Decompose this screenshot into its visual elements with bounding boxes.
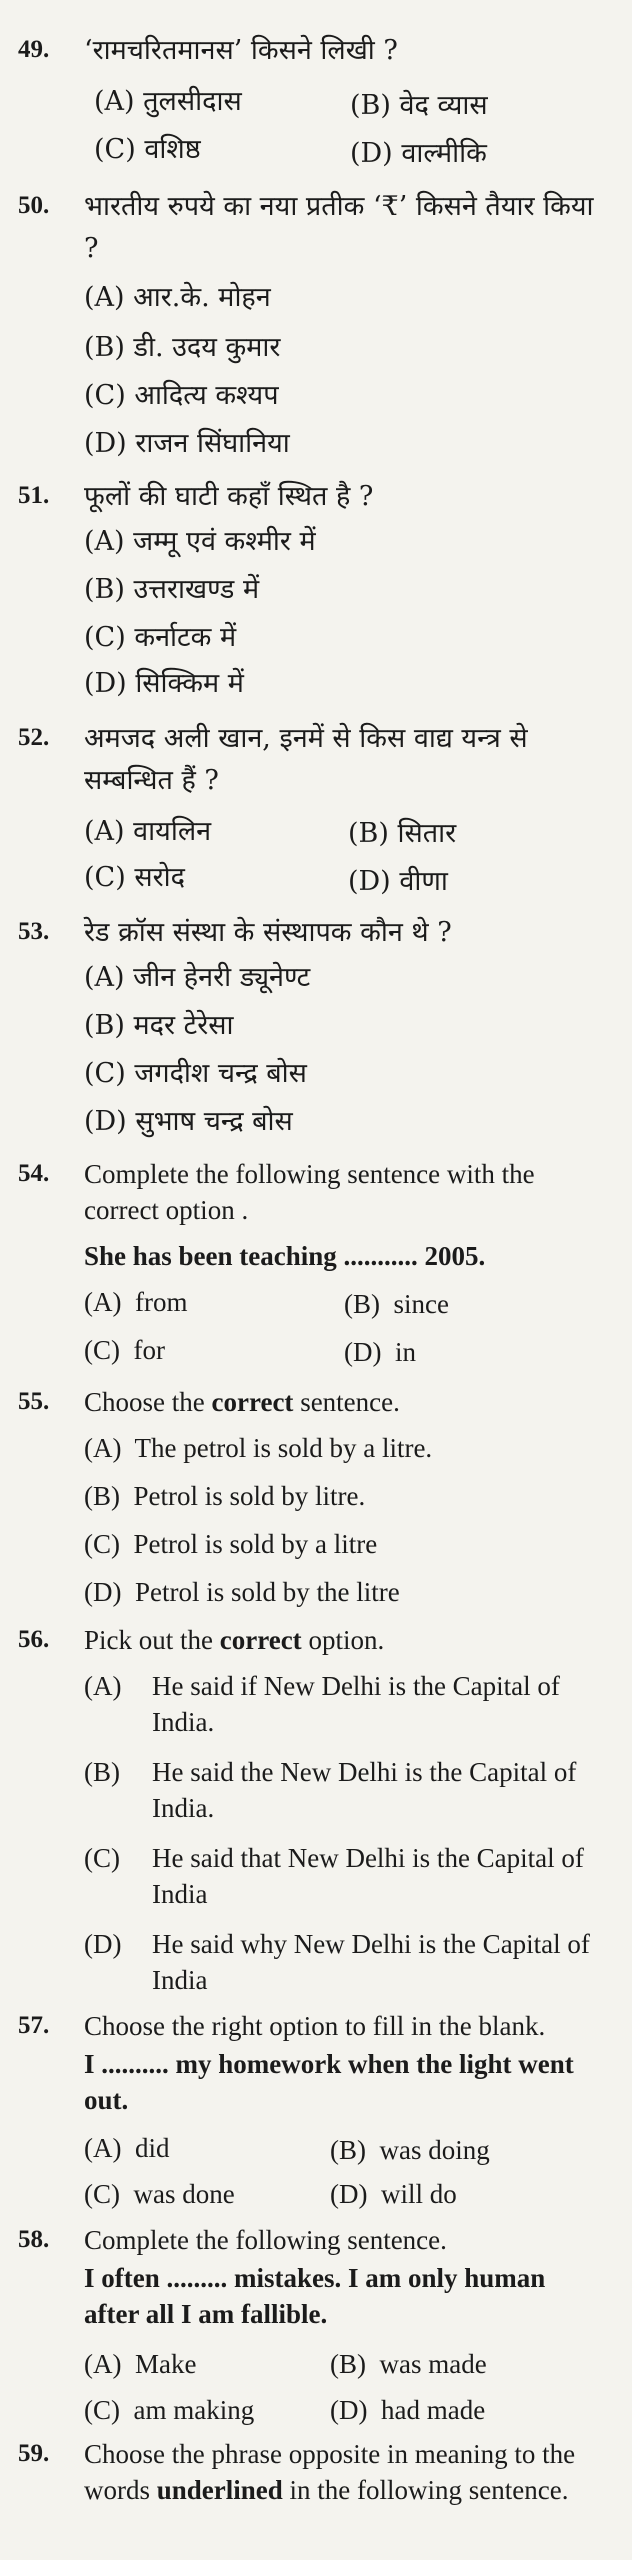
question-number: 59. [18,2440,50,2467]
question-number: 55. [18,1388,50,1415]
question-text: भारतीय रुपये का नया प्रतीक ‘₹’ किसने तैयार किया ? [84,191,594,264]
question-number: 49. [18,36,50,63]
option-d[interactable]: (D) वीणा [348,866,448,897]
option-a[interactable]: (A) from [84,1287,188,1317]
option-c[interactable]: (C) आदित्य कश्यप [84,380,279,411]
question-text: ‘रामचरितमानस’ किसने लिखी ? [84,35,398,66]
option-a[interactable]: (A) जम्मू एवं कश्मीर में [84,526,316,557]
option-d[interactable]: (D) Petrol is sold by the litre [84,1577,400,1607]
question-text: Choose the right option to fill in the blank. [84,2011,546,2041]
option-a[interactable]: (A) वायलिन [84,816,212,847]
sentence-stem: I often ......... mistakes. I am only human after all I am fallible. [84,2263,546,2329]
question-number: 54. [18,1160,50,1187]
question-number: 51. [18,482,50,509]
question-text: Choose the phrase opposite in meaning to the words underlined in the following sentence. [84,2439,576,2505]
option-c[interactable]: (C) जगदीश चन्द्र बोस [84,1058,307,1089]
option-a[interactable]: (A) आर.के. मोहन [84,282,271,313]
option-b[interactable]: (B) सितार [348,818,457,849]
question-number: 50. [18,192,50,219]
question-number: 57. [18,2012,50,2039]
option-c[interactable]: (C) for [84,1335,165,1365]
option-a[interactable]: (A) did [84,2133,170,2163]
option-b[interactable]: (B) मदर टेरेसा [84,1010,234,1041]
question-text: Complete the following sentence. [84,2225,447,2255]
option-d[interactable]: (D) सिक्किम में [84,668,244,699]
option-b[interactable]: (B) was doing [330,2135,490,2165]
option-d[interactable]: (D) had made [330,2395,486,2425]
option-b[interactable]: (B) वेद व्यास [350,90,488,121]
question-text: अमजद अली खान, इनमें से किस वाद्य यन्त्र से सम्बन्धित हैं ? [84,723,528,796]
question-text: Choose the correct sentence. [84,1387,400,1417]
option-d[interactable]: (D) सुभाष चन्द्र बोस [84,1106,293,1137]
option-d[interactable]: (D) will do [330,2179,457,2209]
option-c[interactable]: (C) कर्नाटक में [84,622,237,653]
sentence-stem: I .......... my homework when the light went out. [84,2049,574,2115]
option-c[interactable]: (C) was done [84,2179,235,2209]
option-a[interactable]: (A) The petrol is sold by a litre. [84,1433,433,1463]
question-text: फूलों की घाटी कहाँ स्थित है ? [84,481,374,512]
question-number: 58. [18,2226,50,2253]
option-c[interactable]: (C) Petrol is sold by a litre [84,1529,378,1559]
option-c[interactable]: (C) वशिष्ठ [94,134,201,165]
question-text: Pick out the correct option. [84,1625,385,1655]
option-b[interactable]: (B) डी. उदय कुमार [84,332,281,363]
option-c[interactable]: (C) सरोद [84,862,185,893]
question-text: Complete the following sentence with the correct option . [84,1159,535,1225]
option-b[interactable]: (B) Petrol is sold by litre. [84,1481,366,1511]
option-b[interactable]: (B) since [344,1289,449,1319]
option-d[interactable]: (D) राजन सिंघानिया [84,428,290,459]
exam-page: 49. ‘रामचरितमानस’ किसने लिखी ? (A) तुलसीदास (B) वेद व्यास (C) वशिष्ठ (D) वाल्मीकि 50. भारतीय रुपये का नया प्रतीक ‘₹’ किसने तैयार किया ? (A) आर.के. मोहन (B) डी. उदय कुमार (C) आदित्य कश्यप (D) राजन सिंघानिया 51. फूलों की घाटी कहाँ स्थित है ? (A) जम्मू एवं कश्मीर में (B) उत्तराखण्ड में (C) कर्नाटक में (D) सिक्किम में 52. अमजद अली खान, इनमें से किस वाद्य यन्त्र से सम्बन्धित हैं ? (A) वायलिन (B) सितार (C) सरोद (D) वीणा 53. रेड क्रॉस संस्था के संस्थापक कौन थे ? (A) जीन हेनरी ड्यूनेण्ट (B) मदर टेरेसा (C) जगदीश चन्द्र बोस (D) सुभाष चन्द्र बोस 54. Complete the following sentence with the correct option . She has been teaching ........... 2005. (A) from (B) since (C) for (D) in 55. Choose the correct sentence. (A) The petrol is sold by a litre. (B) Petrol is sold by litre. (C) Petrol is sold by a litre (D) Petrol is sold by the litre 56. Pick out the correct option. (A) He said if New Delhi is the Capital of India. (B) He said the New Delhi is the Capital of India. (C) He said that New Delhi is the Capital of India (D) He said why New Delhi is the Capital of India 57. Choose the right option to fill in the blank. I .......... my homework when the light went out. (A) did (B) was doing (C) was done (D) will do 58. Complete the following sentence. I often ......... mistakes. I am only human after all I am fallible. (A) Make (B) was made (C) am making (D) had made 59. Choose the phrase opposite in meaning to the words underlined in the following sentence. [0,0,632,2560]
question-number: 52. [18,724,50,751]
option-a[interactable]: (A) तुलसीदास [94,86,242,117]
question-text: रेड क्रॉस संस्था के संस्थापक कौन थे ? [84,917,452,948]
option-b[interactable]: (B) उत्तराखण्ड में [84,574,260,605]
option-d[interactable]: (D) in [344,1337,416,1367]
option-c[interactable]: (C) am making [84,2395,255,2425]
question-number: 53. [18,918,50,945]
option-d[interactable]: (D) वाल्मीकि [350,138,487,169]
option-a[interactable]: (A) Make [84,2349,197,2379]
option-a[interactable]: (A) जीन हेनरी ड्यूनेण्ट [84,962,311,993]
question-number: 56. [18,1626,50,1653]
sentence-stem: She has been teaching ........... 2005. [84,1241,486,1271]
option-b[interactable]: (B) was made [330,2349,487,2379]
